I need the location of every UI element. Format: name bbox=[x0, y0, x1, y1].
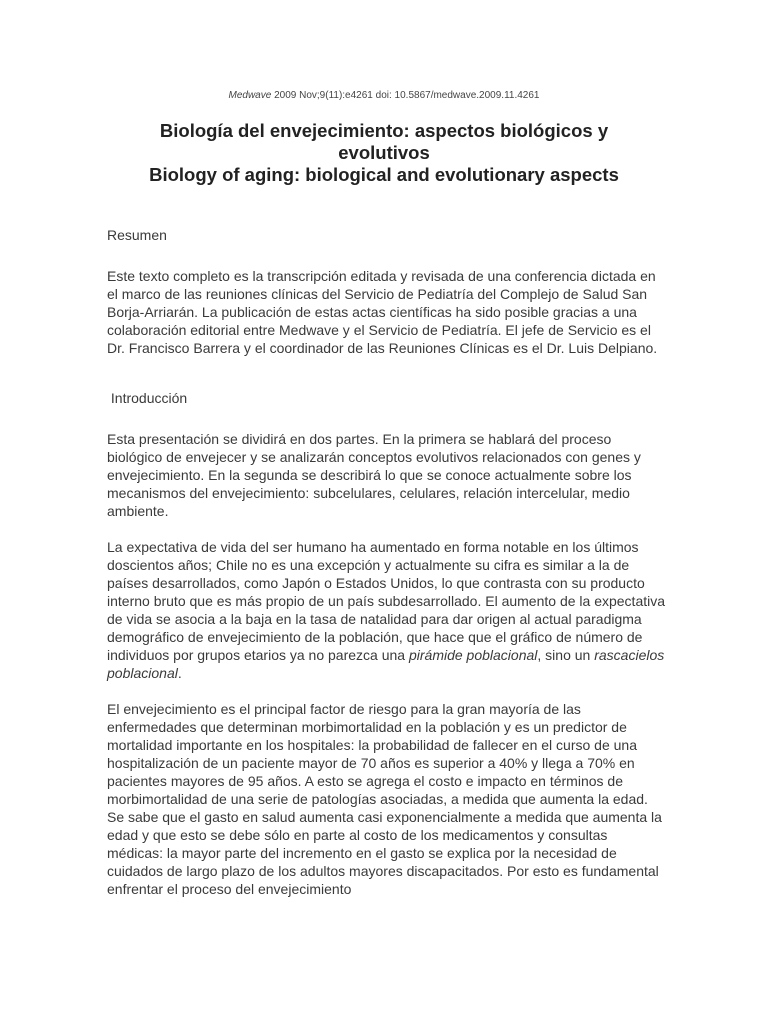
section-heading-resumen: Resumen bbox=[107, 227, 167, 243]
journal-name: Medwave bbox=[228, 90, 272, 101]
article-body bbox=[107, 226, 667, 898]
article-title bbox=[80, 120, 688, 186]
title-spanish-line1: Biología del envejecimiento: aspectos biológicos y bbox=[159, 120, 609, 141]
citation-line bbox=[0, 90, 768, 101]
intro-paragraph-2-emphasis-1: pirámide poblacional bbox=[408, 647, 538, 663]
intro-paragraph-3: El envejecimiento es el principal factor de riesgo para la gran mayoría de las enfermedades que determinan morbimortalidad en la población y es un predictor de mortalidad importante en los hospitales: la probabilidad de fallecer en el curso de una hospitalización de un paciente mayor de 70 años es superior a 40% y llega a 70% en pacientes mayores de 95 años. A esto se agrega el costo e impacto en términos de morbimortalidad de una serie de patologías asociadas, a medida que aumenta la edad. Se sabe que el gasto en salud aumenta casi exponencialmente a medida que aumenta la edad y que esto se debe sólo en parte al costo de los medicamentos y consultas médicas: la mayor parte del incremento en el gasto se explica por la necesidad de cuidados de largo plazo de los adultos mayores discapacitados. Por esto es fundamental enfrentar el proceso del envejecimiento bbox=[107, 701, 662, 897]
intro-paragraph-2-text-a: La expectativa de vida del ser humano ha aumentado en forma notable en los últimos doscientos años; Chile no es una excepción y actualmente su cifra es similar a la de países desarrollados, como Japón o Estados Unidos, lo que contrasta con su producto interno bruto que es más propio de un país subdesarrollado. El aumento de la expectativa de vida se asocia a la baja en la tasa de natalidad para dar origen al actual paradigma demográfico de envejecimiento de la población, que hace que el gráfico de número de individuos por grupos etarios ya no parezca una bbox=[107, 539, 666, 663]
intro-paragraph-2-text-b: , sino un bbox=[537, 647, 595, 663]
title-english: Biology of aging: biological and evolutionary aspects bbox=[149, 164, 619, 185]
section-heading-introduccion: Introducción bbox=[107, 390, 188, 406]
resumen-paragraph: Este texto completo es la transcripción editada y revisada de una conferencia dictada en el marco de las reuniones clínicas del Servicio de Pediatría del Complejo de Salud San Borja-Arriarán. La publicación de estas actas científicas ha sido posible gracias a una colaboración editorial entre Medwave y el Servicio de Pediatría. El jefe de Servicio es el Dr. Francisco Barrera y el coordinador de las Reuniones Clínicas es el Dr. Luis Delpiano. bbox=[107, 268, 658, 356]
title-spanish-line2: evolutivos bbox=[338, 142, 430, 163]
intro-paragraph-2-text-c: . bbox=[177, 665, 182, 681]
citation-details: 2009 Nov;9(11):e4261 doi: 10.5867/medwave.2009.11.4261 bbox=[271, 90, 540, 101]
intro-paragraph-2 bbox=[107, 538, 667, 682]
intro-paragraph-2-emphasis-2: rascacielos poblacional bbox=[107, 647, 665, 681]
intro-paragraph-1: Esta presentación se dividirá en dos partes. En la primera se hablará del proceso biológico de envejecer y se analizarán conceptos evolutivos relacionados con genes y envejecimiento. En la segunda se describirá lo que se conoce actualmente sobre los mecanismos del envejecimiento: subcelulares, celulares, relación intercelular, medio ambiente. bbox=[107, 431, 641, 519]
